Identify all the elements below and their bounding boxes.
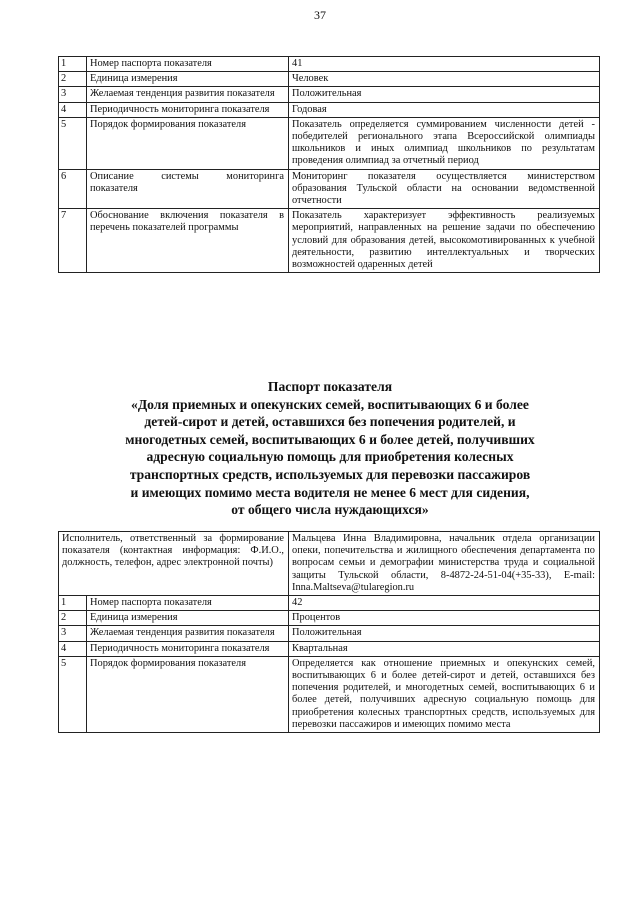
row-value: Человек <box>289 72 600 87</box>
executor-row <box>59 532 600 596</box>
table-row <box>59 641 600 656</box>
row-value: Процентов <box>289 611 600 626</box>
row-value: Мониторинг показателя осуществляется министерством образования Тульской области на основании ведомственной отчетности <box>289 169 600 209</box>
page-number: 37 <box>314 8 326 22</box>
table-row <box>59 57 600 72</box>
row-name: Единица измерения <box>87 72 289 87</box>
row-number: 1 <box>59 57 87 72</box>
indicator-passport-table-41 <box>58 56 600 273</box>
table-row <box>59 596 600 611</box>
row-name: Номер паспорта показателя <box>87 596 289 611</box>
row-name: Периодичность мониторинга показателя <box>87 641 289 656</box>
heading-line: от общего числа нуждающихся» <box>231 502 429 518</box>
table-row <box>59 72 600 87</box>
heading-line: «Доля приемных и опекунских семей, воспитывающих 6 и более <box>131 396 529 412</box>
heading-line: многодетных семей, воспитывающих 6 и более детей, получивших <box>125 431 535 447</box>
table-row <box>59 611 600 626</box>
heading-line: транспортных средств, используемых для перевозки пассажиров <box>129 466 531 482</box>
row-value: Показатель характеризует эффективность реализуемых мероприятий, направленных на решение задачи по обеспечению условий для образования детей, высокомотивированных к учебной деятельности, развитию интеллектуальных и творческих возможностей одаренных детей <box>289 209 600 273</box>
row-name: Порядок формирования показателя <box>87 656 289 732</box>
table-row <box>59 626 600 641</box>
row-number: 3 <box>59 87 87 102</box>
row-value: Квартальная <box>289 641 600 656</box>
row-number: 7 <box>59 209 87 273</box>
row-number: 4 <box>59 102 87 117</box>
row-value: 41 <box>289 57 600 72</box>
table-row <box>59 87 600 102</box>
row-value: Положительная <box>289 87 600 102</box>
row-name: Желаемая тенденция развития показателя <box>87 87 289 102</box>
row-number: 2 <box>59 72 87 87</box>
row-number: 6 <box>59 169 87 209</box>
row-value: Показатель определяется суммированием численности детей - победителей регионального этапа Всероссийской олимпиады школьников и иных олимпиад школьников по результатам проведения олимпиад за отчетный период <box>289 117 600 169</box>
heading-line: и имеющих помимо места водителя не менее 6 мест для сидения, <box>130 484 530 500</box>
table-row <box>59 117 600 169</box>
row-number: 4 <box>59 641 87 656</box>
executor-value: Мальцева Инна Владимировна, начальник отдела организации опеки, попечительства и жилищного обеспечения департамента по вопросам семьи и демографии министерства труда и социальной защиты Тульской области, 8-4872-24-51-04(+35-33), E-mail: Inna.Maltseva@tularegion.ru <box>289 532 600 596</box>
row-name: Описание системы мониторинга показателя <box>87 169 289 209</box>
row-value: Положительная <box>289 626 600 641</box>
executor-label: Исполнитель, ответственный за формирование показателя (контактная информация: Ф.И.О., должность, телефон, адрес электронной почты) <box>59 532 289 596</box>
row-name: Порядок формирования показателя <box>87 117 289 169</box>
row-name: Желаемая тенденция развития показателя <box>87 626 289 641</box>
table-row <box>59 656 600 732</box>
heading-title: Паспорт показателя <box>267 379 393 394</box>
row-name: Единица измерения <box>87 611 289 626</box>
row-value: Годовая <box>289 102 600 117</box>
passport-heading <box>60 378 600 519</box>
table-row <box>59 169 600 209</box>
row-number: 2 <box>59 611 87 626</box>
table-row <box>59 209 600 273</box>
row-name: Номер паспорта показателя <box>87 57 289 72</box>
row-number: 1 <box>59 596 87 611</box>
heading-line: адресную социальную помощь для приобретения колесных <box>146 449 514 465</box>
row-number: 3 <box>59 626 87 641</box>
indicator-passport-table-42 <box>58 531 600 733</box>
row-number: 5 <box>59 656 87 732</box>
row-name: Обоснование включения показателя в перечень показателей программы <box>87 209 289 273</box>
row-value: 42 <box>289 596 600 611</box>
table-row <box>59 102 600 117</box>
row-number: 5 <box>59 117 87 169</box>
heading-line: детей-сирот и детей, оставшихся без попечения родителей, и <box>144 414 516 430</box>
row-name: Периодичность мониторинга показателя <box>87 102 289 117</box>
row-value: Определяется как отношение приемных и опекунских семей, воспитывающих 6 и более детей-сирот и детей, оставшихся без попечения родителей, и многодетных семей, воспитывающих 6 и более детей, получивших адресную социальную помощь для приобретения колесных транспортных средств, используемых для перевозки пассажиров и имеющих помимо места <box>289 656 600 732</box>
